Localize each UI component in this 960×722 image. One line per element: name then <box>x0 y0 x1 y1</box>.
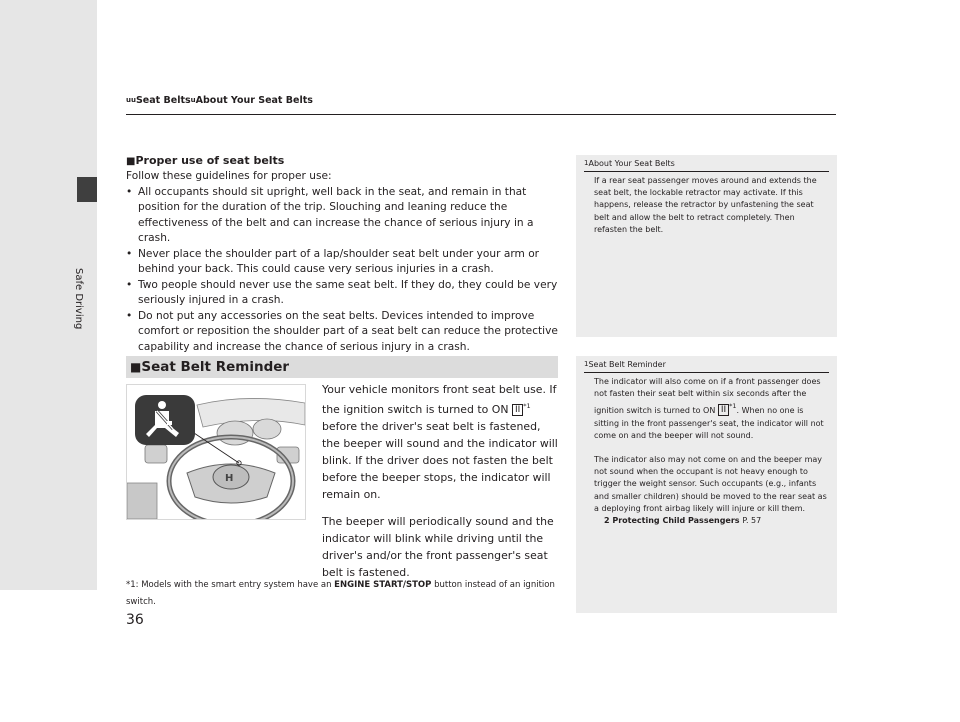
seat-belt-reminder-heading: ■Seat Belt Reminder <box>126 356 558 378</box>
note-about-seat-belts <box>576 155 837 337</box>
cross-reference-link[interactable]: 2 Protecting Child Passengers P. 57 <box>604 516 762 526</box>
reminder-paragraph-1: Your vehicle monitors front seat belt use. If the ignition switch is turned to ON II $^{*1}$ before the driver's seat belt is fastened, the beeper will sound and the indicator will blink. If the driver does not fasten the belt before the beeper stops, the indicator will remain on. <box>322 383 558 501</box>
ignition-position-icon: II <box>512 404 523 416</box>
footnote-ref: *1 <box>523 402 531 410</box>
proper-use-intro: Follow these guidelines for proper use: <box>126 170 332 182</box>
reminder-body <box>322 381 558 581</box>
breadcrumb-level1[interactable]: Seat Belts <box>135 95 191 106</box>
steering-wheel-illustration <box>126 384 306 520</box>
proper-use-heading: ■Proper use of seat belts <box>126 154 285 167</box>
note-title: 1Seat Belt Reminder <box>584 356 829 373</box>
note-body: The indicator will also come on if a front passenger does not fasten their seat belt within six seconds after the ignition switch is turned to ON II $^{*1}$. When no one is sitting in the front passenger's seat, the indicator will not come on and the beeper will not sound. The indicator also may not come on and the beeper may not sound when the occupant is not heavy enough to trigger the weight sensor. Such occupants (e.g., infants and smaller children) should be moved to the rear seat as a deploying front airbag likely will injure or kill them. 2 Protecting Child Passengers P. 57 <box>584 373 829 527</box>
footnote: *1: Models with the smart entry system have an ENGINE START/STOP button instead of an ignition switch. <box>126 580 555 607</box>
breadcrumb <box>126 95 313 106</box>
arrow-right-icon: 2 <box>604 516 610 526</box>
section-label: Safe Driving <box>73 268 84 330</box>
chapter-marker <box>77 177 97 202</box>
proper-use-section <box>126 154 558 355</box>
header-rule <box>126 114 836 115</box>
list-item: • All occupants should sit upright, well back in the seat, and remain in that position for the duration of the trip. Slouching and leaning reduce the effectiveness of the belt and can increase the chance of serious injury in a crash. <box>126 185 534 244</box>
note-title: 1About Your Seat Belts <box>584 155 829 172</box>
seat-belt-glyph-icon <box>135 395 195 445</box>
breadcrumb-separator-icon: u <box>190 96 196 104</box>
note-number-icon: 1 <box>584 360 589 368</box>
breadcrumb-level2[interactable]: About Your Seat Belts <box>195 95 313 106</box>
breadcrumb-marker-icon: uu <box>126 96 136 104</box>
list-item: • Two people should never use the same seat belt. If they do, they could be very seriously injured in a crash. <box>126 278 558 306</box>
ignition-position-icon: II <box>718 404 729 416</box>
reminder-paragraph-2: The beeper will periodically sound and the indicator will blink while driving until the driver's and/or the front passenger's seat belt is fastened. <box>322 515 554 579</box>
note-seat-belt-reminder <box>576 356 837 613</box>
list-item: • Do not put any accessories on the seat belts. Devices intended to improve comfort or reposition the shoulder part of a seat belt can reduce the protective capability and increase the chance of serious injury in a crash. <box>126 309 558 353</box>
seat-belt-reminder-icon <box>135 395 195 445</box>
list-item: • Never place the shoulder part of a lap/shoulder seat belt under your arm or behind your back. This could cause very serious injuries in a crash. <box>126 247 540 275</box>
note-body: If a rear seat passenger moves around and extends the seat belt, the lockable retractor may activate. If this happens, release the retractor by unfastening the seat belt and allow the belt to retract completely. Then refasten the belt. <box>594 176 817 234</box>
page-number: 36 <box>126 612 144 628</box>
footnote-ref: *1 <box>729 402 737 411</box>
svg-text:H: H <box>225 473 234 484</box>
note-number-icon: 1 <box>584 159 589 167</box>
